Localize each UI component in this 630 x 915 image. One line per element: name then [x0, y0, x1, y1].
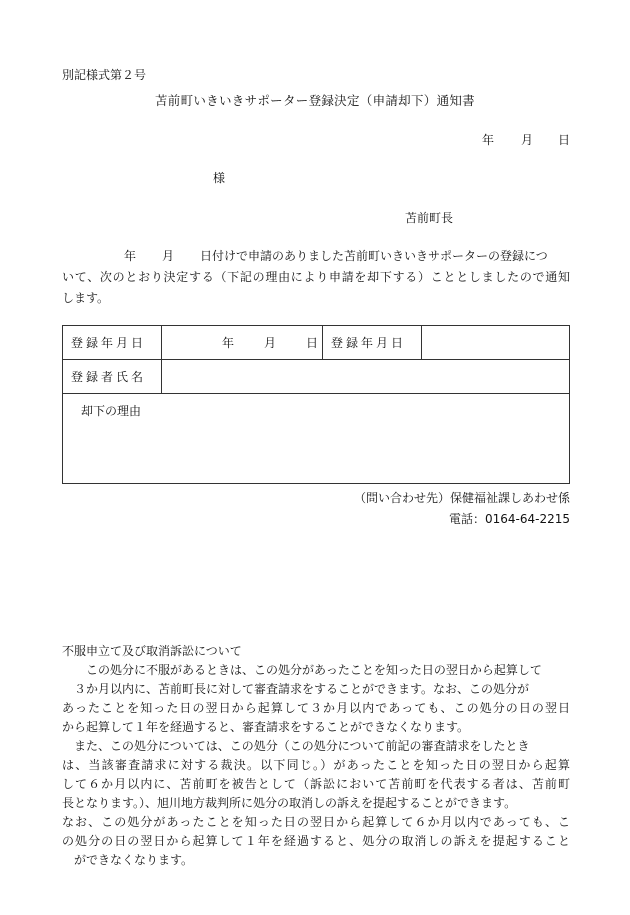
notice-line: ３か月以内に、苫前町長に対して審査請求をすることができます。なお、この処分が [74, 682, 530, 696]
recipient-suffix: 様 [213, 171, 226, 185]
notification-body [62, 246, 570, 309]
issue-date-year: 年 [482, 133, 495, 147]
registrant-name-label: 登録者氏名 [63, 360, 162, 394]
notice-line: から起算して１年を経過すると、審査請求をすることができなくなります。 [62, 720, 470, 734]
notice-line: ができなくなります。 [74, 853, 194, 867]
document-title: 苫前町いきいきサポーター登録決定（申請却下）通知書 [154, 93, 475, 108]
notice-line: の処分の日の翌日から起算して１年を経過すると、処分の取消しの訴えを提起すること [62, 834, 570, 848]
body-line-2: いて、次のとおり決定する（下記の理由により申請を却下する）こととしましたので通知 [62, 270, 570, 284]
reg-date-value[interactable]: 年 月 日 [162, 326, 323, 360]
issue-date-day: 日 [558, 133, 571, 147]
issue-date-month: 月 [521, 133, 534, 147]
body-line-1: 年 月 日付けで申請のありました苫前町いきいきサポーターの登録につ [124, 249, 548, 263]
contact-info: （問い合わせ先）保健福祉課しあわせ係 [353, 491, 570, 505]
registration-table [62, 325, 570, 484]
body-line-3: します。 [62, 291, 110, 305]
notice-line: また、この処分については、この処分（この処分について前記の審査請求をしたとき [74, 739, 530, 753]
notice-line: この処分に不服があるときは、この処分があったことを知った日の翌日から起算して [86, 663, 542, 677]
table-row [63, 360, 570, 394]
rejection-reason-label: 却下の理由 [81, 404, 142, 418]
notice-line: して６か月以内に、苫前町を被告として（訴訟において苫前町を代表する者は、苫前町 [62, 777, 570, 791]
notice-line: なお、この処分があったことを知った日の翌日から起算して６か月以内であっても、こ [62, 815, 570, 829]
body-year: 年 [124, 249, 137, 263]
table-row [63, 326, 570, 360]
issuer-name: 苫前町長 [405, 211, 454, 225]
reg-date-label-2: 登録年月日 [323, 326, 422, 360]
notice-line: 長となります。）、旭川地方裁判所に処分の取消しの訴えを提起することができます。 [62, 796, 517, 810]
rejection-reason-cell[interactable] [63, 394, 570, 484]
form-number: 別記様式第２号 [62, 68, 147, 82]
appeal-notice-body [62, 661, 570, 870]
registrant-name-value[interactable] [162, 360, 570, 394]
body-month: 月 [162, 249, 175, 263]
reg-date-value-2[interactable] [422, 326, 570, 360]
phone-number: 電話：0164-64-2215 [448, 512, 570, 526]
table-row [63, 394, 570, 484]
notice-line: は、当該審査請求に対する裁決。以下同じ。）があったことを知った日の翌日から起算 [62, 758, 570, 772]
reg-date-label: 登録年月日 [63, 326, 162, 360]
notice-line: あったことを知った日の翌日から起算して３か月以内であっても、この処分の日の翌日 [62, 701, 570, 715]
appeal-notice-heading: 不服申立て及び取消訴訟について [62, 644, 242, 658]
